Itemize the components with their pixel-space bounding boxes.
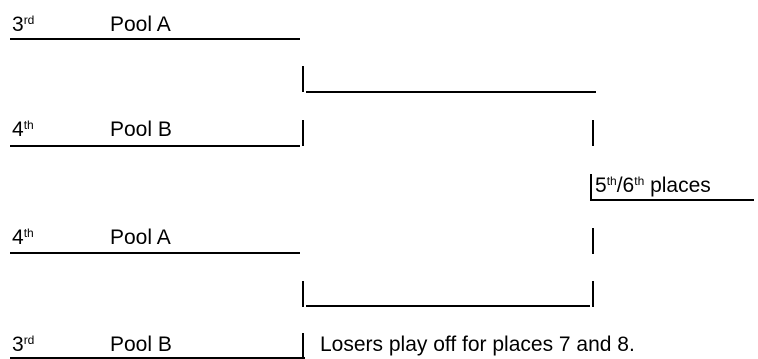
match-2-left-bar-upper <box>302 281 304 307</box>
entry-4-pool: Pool B <box>110 333 172 356</box>
final-bar-upper <box>592 120 594 146</box>
entry-4-seed <box>12 333 34 359</box>
final-places-underline <box>590 199 754 201</box>
final-bar-middle <box>590 174 592 200</box>
entry-2-underline <box>10 145 300 147</box>
match-2-winner-line <box>306 305 590 307</box>
entry-1-underline <box>10 38 300 40</box>
entry-1-seed <box>12 13 34 39</box>
match-2-right-bar-lower <box>592 281 594 307</box>
entry-1-number: 3 <box>12 13 24 36</box>
entry-3-number: 4 <box>12 226 24 249</box>
entry-3-pool: Pool A <box>110 226 171 249</box>
losers-note: Losers play off for places 7 and 8. <box>320 333 635 356</box>
final-bar-lower <box>592 228 594 254</box>
match-1-winner-line <box>306 91 596 93</box>
entry-4-number: 3 <box>12 333 24 356</box>
entry-2-suffix: th <box>23 118 34 132</box>
match-1-left-bar-lower <box>302 120 304 146</box>
entry-2-number: 4 <box>12 118 24 141</box>
entry-1-suffix: rd <box>23 13 35 27</box>
final-places-label: 5th/6th places <box>595 174 711 197</box>
entry-3-underline <box>10 252 300 254</box>
entry-3-seed <box>12 226 34 252</box>
entry-2-seed <box>12 118 34 144</box>
entry-2-pool: Pool B <box>110 118 172 141</box>
entry-1-pool: Pool A <box>110 13 171 36</box>
entry-4-suffix: rd <box>23 333 35 347</box>
entry-3-suffix: th <box>23 226 34 240</box>
match-1-left-bar-upper <box>302 66 304 92</box>
match-2-left-bar-lower <box>302 333 304 359</box>
